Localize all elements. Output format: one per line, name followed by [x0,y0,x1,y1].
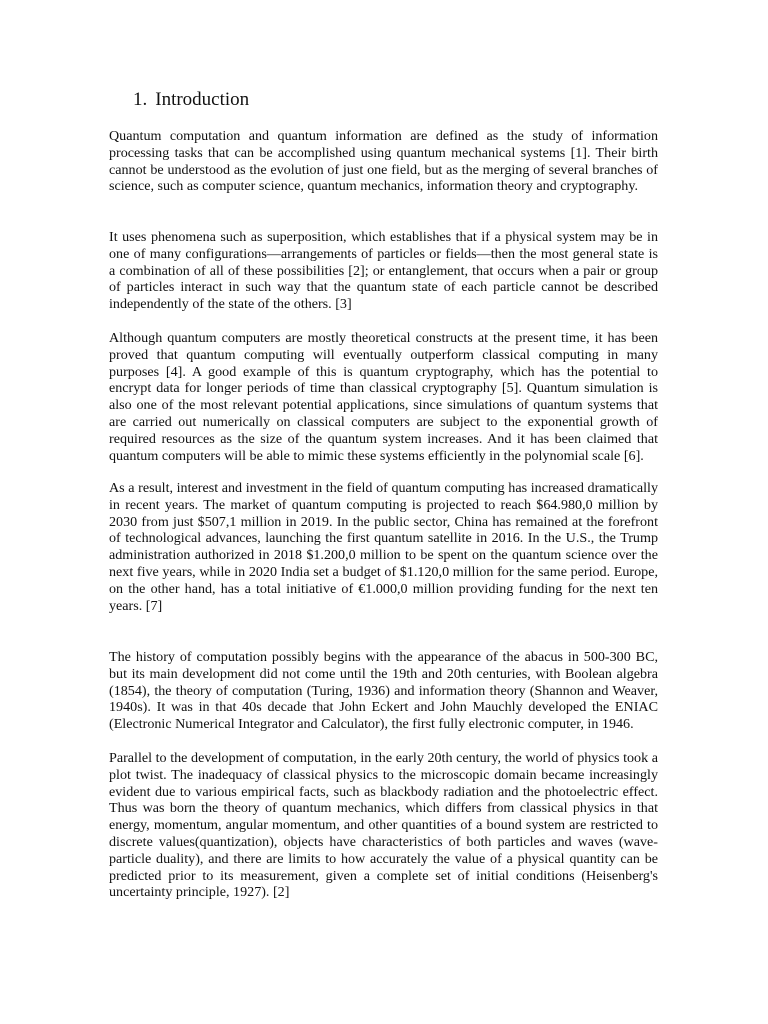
paragraph-phenomena: It uses phenomena such as superposition, which establishes that if a physical system may be in one of many configurations—arrangements of particles or fields—then the most general state is a combination of all of these possibilities [2]; or entanglement, that occurs when a pair or group of particles interact in such way that the quantum state of each particle cannot be described independently of the state of the others. [3] [109,229,658,313]
paragraph-history-computation: The history of computation possibly begins with the appearance of the abacus in 500-300 BC, but its main development did not come until the 19th and 20th centuries, with Boolean algebra (1854), the theory of computation (Turing, 1936) and information theory (Shannon and Weaver, 1940s). It was in that 40s decade that John Eckert and John Mauchly developed the ENIAC (Electronic Numerical Integrator and Calculator), the first fully electronic computer, in 1946. [109,649,658,733]
paragraph-quantum-mechanics: Parallel to the development of computation, in the early 20th century, the world of physics took a plot twist. The inadequacy of classical physics to the microscopic domain became increasingly evident due to various empirical facts, such as blackbody radiation and the photoelectric effect. Thus was born the theory of quantum mechanics, which differs from classical physics in that energy, momentum, angular momentum, and other quantities of a bound system are restricted to discrete values(quantization), objects have characteristics of both particles and waves (wave-particle duality), and there are limits to how accurately the value of a physical quantity can be predicted prior to its measurement, given a complete set of initial conditions (Heisenberg's uncertainty principle, 1927). [2] [109,750,658,901]
paragraph-applications: Although quantum computers are mostly theoretical constructs at the present time, it has been proved that quantum computing will eventually outperform classical computing in many purposes [4]. A good example of this is quantum cryptography, which has the potential to encrypt data for longer periods of time than classical cryptography [5]. Quantum simulation is also one of the most relevant potential applications, since simulations of quantum systems that are carried out numerically on classical computers are subject to the exponential growth of required resources as the size of the quantum system increases. And it has been claimed that quantum computers will be able to mimic these systems efficiently in the polynomial scale [6]. [109,330,658,464]
paragraph-definition: Quantum computation and quantum information are defined as the study of information processing tasks that can be accomplished using quantum mechanical systems [1]. Their birth cannot be understood as the evolution of just one field, but as the merging of several branches of science, such as computer science, quantum mechanics, information theory and cryptography. [109,128,658,195]
section-title: Introduction [155,89,250,110]
paragraph-investment: As a result, interest and investment in the field of quantum computing has increased dramatically in recent years. The market of quantum computing is projected to reach $64.980,0 million by 2030 from just $507,1 million in 2019. In the public sector, China has remained at the forefront of technological advances, launching the first quantum satellite in 2016. In the U.S., the Trump administration authorized in 2018 $1.200,0 million to be spent on the quantum science over the next five years, while in 2020 India set a budget of $1.120,0 million for the same period. Europe, on the other hand, has a total initiative of €1.000,0 million providing funding for the next ten years. [7] [109,480,658,614]
section-heading [133,88,249,112]
section-number: 1. [133,89,148,110]
